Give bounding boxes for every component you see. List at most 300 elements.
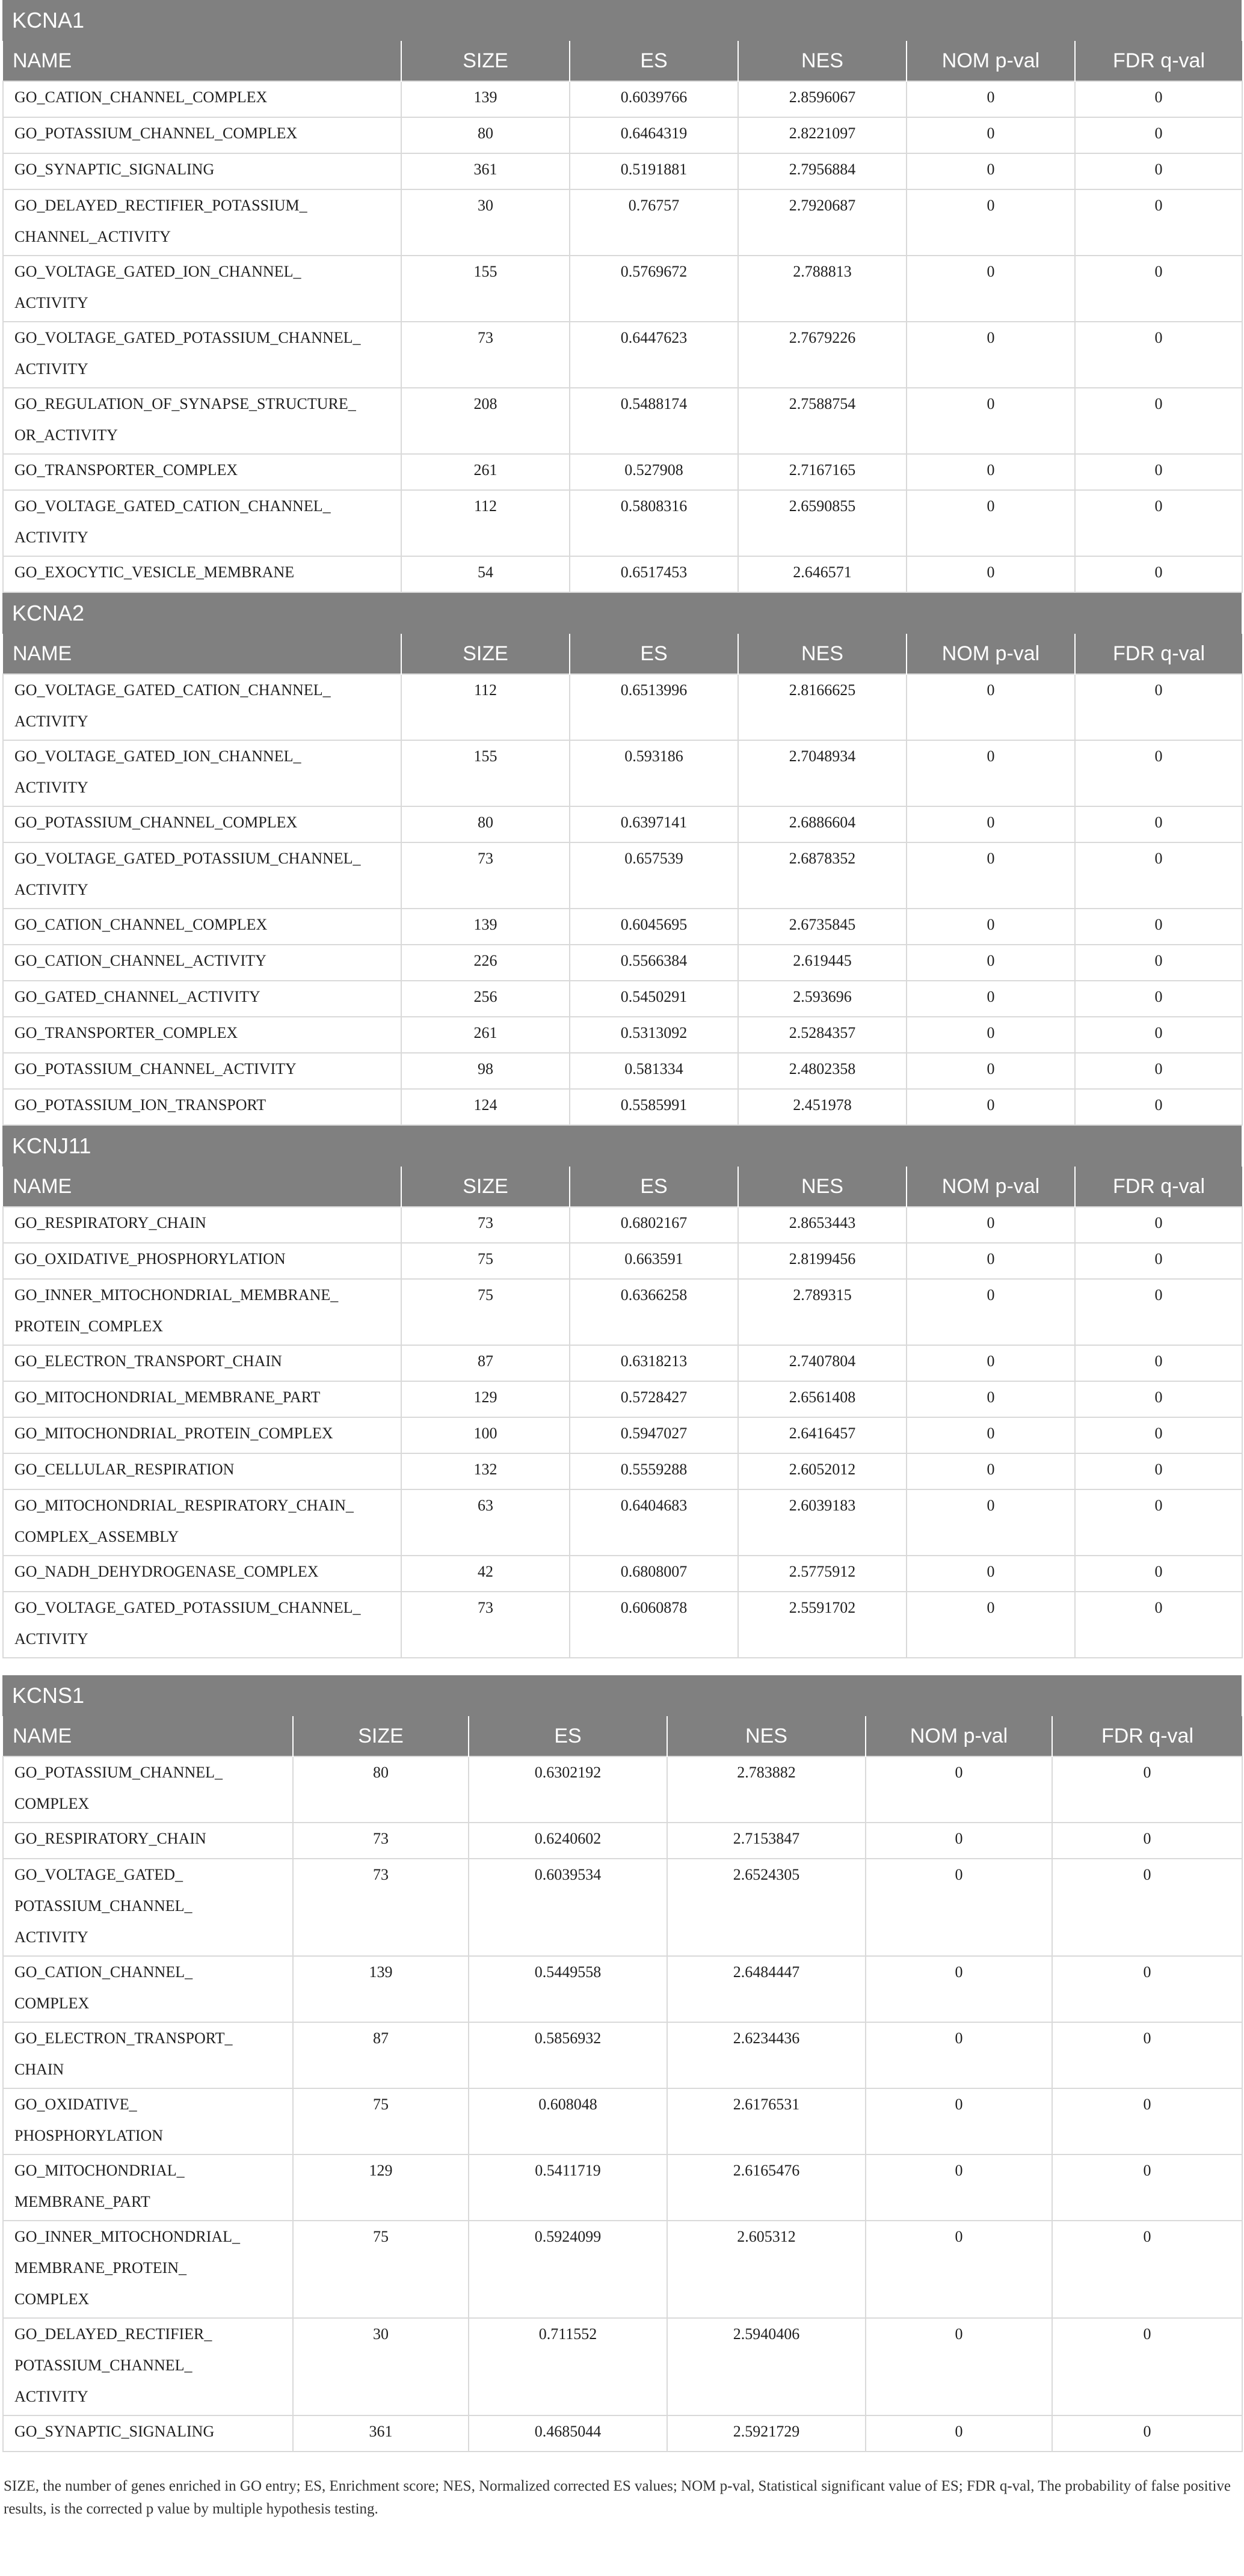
es-cell: 0.593186 <box>570 740 738 806</box>
nom-pval-cell: 0 <box>907 153 1075 189</box>
column-header: NES <box>667 1716 866 1756</box>
go-term-cell <box>3 2154 293 2221</box>
nes-cell: 2.7956884 <box>738 153 907 189</box>
es-cell: 0.5566384 <box>570 945 738 981</box>
go-term-line: GO_GATED_CHANNEL_ACTIVITY <box>14 988 260 1005</box>
es-cell: 0.6060878 <box>570 1592 738 1658</box>
go-term-cell <box>3 490 401 556</box>
go-term-line: GO_VOLTAGE_GATED_CATION_CHANNEL_ <box>14 681 331 699</box>
go-term-line: ACTIVITY <box>14 529 88 546</box>
nom-pval-cell: 0 <box>907 981 1075 1017</box>
fdr-qval-cell: 0 <box>1075 556 1242 592</box>
fdr-qval-cell: 0 <box>1075 1279 1242 1345</box>
nes-cell: 2.7920687 <box>738 189 907 256</box>
nom-pval-cell: 0 <box>907 490 1075 556</box>
nes-cell: 2.7153847 <box>667 1823 866 1859</box>
section-gap <box>0 1658 1244 1675</box>
es-cell: 0.657539 <box>570 842 738 909</box>
gene-section <box>2 593 1242 1126</box>
nom-pval-cell: 0 <box>866 1756 1052 1823</box>
size-cell: 256 <box>401 981 570 1017</box>
size-cell: 129 <box>401 1381 570 1417</box>
nes-cell: 2.7048934 <box>738 740 907 806</box>
nom-pval-cell: 0 <box>866 2022 1052 2088</box>
table-row <box>3 806 1242 842</box>
table-row <box>3 1017 1242 1053</box>
table-row <box>3 388 1242 454</box>
table-row <box>3 909 1242 945</box>
go-term-line: ACTIVITY <box>14 1630 88 1648</box>
table-row <box>3 153 1242 189</box>
size-cell: 80 <box>401 806 570 842</box>
fdr-qval-cell: 0 <box>1052 2022 1242 2088</box>
go-term-line: GO_POTASSIUM_ION_TRANSPORT <box>14 1096 266 1114</box>
nes-cell: 2.646571 <box>738 556 907 592</box>
go-term-cell <box>3 1381 401 1417</box>
nom-pval-cell: 0 <box>907 674 1075 740</box>
table-row <box>3 981 1242 1017</box>
nes-cell: 2.619445 <box>738 945 907 981</box>
go-term-line: GO_SYNAPTIC_SIGNALING <box>14 2423 215 2440</box>
table-row <box>3 1243 1242 1279</box>
go-term-cell <box>3 674 401 740</box>
nes-cell: 2.6886604 <box>738 806 907 842</box>
go-term-cell <box>3 806 401 842</box>
enrichment-table <box>2 41 1243 593</box>
nom-pval-cell: 0 <box>907 117 1075 153</box>
nes-cell: 2.6234436 <box>667 2022 866 2088</box>
es-cell: 0.6302192 <box>469 1756 667 1823</box>
go-term-cell <box>3 388 401 454</box>
go-term-cell <box>3 1592 401 1658</box>
go-term-line: GO_ELECTRON_TRANSPORT_CHAIN <box>14 1352 282 1370</box>
go-term-line: GO_REGULATION_OF_SYNAPSE_STRUCTURE_ <box>14 395 356 412</box>
nes-cell: 2.6176531 <box>667 2088 866 2154</box>
es-cell: 0.6366258 <box>570 1279 738 1345</box>
gene-section <box>2 1675 1242 2452</box>
go-term-line: GO_ELECTRON_TRANSPORT_ <box>14 2029 233 2047</box>
go-term-cell <box>3 1417 401 1453</box>
es-cell: 0.6404683 <box>570 1489 738 1556</box>
es-cell: 0.6808007 <box>570 1556 738 1592</box>
nom-pval-cell: 0 <box>907 1279 1075 1345</box>
go-term-cell <box>3 740 401 806</box>
size-cell: 139 <box>401 81 570 117</box>
nes-cell: 2.789315 <box>738 1279 907 1345</box>
size-cell: 129 <box>293 2154 469 2221</box>
es-cell: 0.5808316 <box>570 490 738 556</box>
es-cell: 0.581334 <box>570 1053 738 1089</box>
es-cell: 0.6802167 <box>570 1207 738 1243</box>
es-cell: 0.663591 <box>570 1243 738 1279</box>
es-cell: 0.6318213 <box>570 1345 738 1381</box>
nes-cell: 2.5775912 <box>738 1556 907 1592</box>
size-cell: 30 <box>293 2318 469 2415</box>
table-footnote: SIZE, the number of genes enriched in GO entry; ES, Enrichment score; NES, Normalized corrected ES values; NOM p-val, Statistical significant value of ES; FDR q-val, The probability of false positive results, is the corrected p value by multiple hypothesis testing. <box>4 2478 1231 2517</box>
column-header: NOM p-val <box>907 634 1075 674</box>
table-row <box>3 674 1242 740</box>
go-term-line: GO_CATION_CHANNEL_COMPLEX <box>14 88 268 106</box>
nom-pval-cell: 0 <box>866 2415 1052 2452</box>
es-cell: 0.5450291 <box>570 981 738 1017</box>
go-term-line: COMPLEX <box>14 2290 90 2308</box>
fdr-qval-cell: 0 <box>1075 1453 1242 1489</box>
es-cell: 0.5313092 <box>570 1017 738 1053</box>
fdr-qval-cell: 0 <box>1075 81 1242 117</box>
es-cell: 0.6464319 <box>570 117 738 153</box>
go-term-line: GO_POTASSIUM_CHANNEL_ <box>14 1764 223 1781</box>
nes-cell: 2.5591702 <box>738 1592 907 1658</box>
go-term-line: GO_MITOCHONDRIAL_PROTEIN_COMPLEX <box>14 1424 333 1442</box>
fdr-qval-cell: 0 <box>1075 806 1242 842</box>
go-term-cell <box>3 256 401 322</box>
nes-cell: 2.8221097 <box>738 117 907 153</box>
fdr-qval-cell: 0 <box>1052 2154 1242 2221</box>
nom-pval-cell: 0 <box>907 1243 1075 1279</box>
fdr-qval-cell: 0 <box>1075 322 1242 388</box>
es-cell: 0.6517453 <box>570 556 738 592</box>
go-term-cell <box>3 81 401 117</box>
go-term-line: OR_ACTIVITY <box>14 426 118 444</box>
table-row <box>3 556 1242 592</box>
table-row <box>3 322 1242 388</box>
go-term-cell <box>3 1823 293 1859</box>
es-cell: 0.5488174 <box>570 388 738 454</box>
size-cell: 98 <box>401 1053 570 1089</box>
size-cell: 42 <box>401 1556 570 1592</box>
go-term-cell <box>3 117 401 153</box>
column-header: FDR q-val <box>1075 634 1242 674</box>
go-term-line: GO_CATION_CHANNEL_ <box>14 1963 193 1981</box>
nom-pval-cell: 0 <box>866 1859 1052 1956</box>
nom-pval-cell: 0 <box>907 454 1075 490</box>
nom-pval-cell: 0 <box>907 909 1075 945</box>
table-row <box>3 2415 1242 2452</box>
nom-pval-cell: 0 <box>907 1053 1075 1089</box>
size-cell: 73 <box>401 322 570 388</box>
nom-pval-cell: 0 <box>907 842 1075 909</box>
table-row <box>3 1823 1242 1859</box>
size-cell: 73 <box>401 1592 570 1658</box>
go-term-line: ACTIVITY <box>14 2388 88 2405</box>
go-term-line: GO_VOLTAGE_GATED_ION_CHANNEL_ <box>14 747 301 765</box>
nom-pval-cell: 0 <box>907 1089 1075 1125</box>
nes-cell: 2.7588754 <box>738 388 907 454</box>
fdr-qval-cell: 0 <box>1052 2088 1242 2154</box>
fdr-qval-cell: 0 <box>1075 1417 1242 1453</box>
table-row <box>3 1489 1242 1556</box>
column-header: NAME <box>3 634 401 674</box>
go-term-line: ACTIVITY <box>14 779 88 796</box>
gene-section <box>2 0 1242 593</box>
nom-pval-cell: 0 <box>907 556 1075 592</box>
table-row <box>3 1417 1242 1453</box>
column-header: NES <box>738 634 907 674</box>
size-cell: 30 <box>401 189 570 256</box>
es-cell: 0.5449558 <box>469 1956 667 2022</box>
go-term-cell <box>3 1489 401 1556</box>
go-term-cell <box>3 1956 293 2022</box>
go-term-cell <box>3 2022 293 2088</box>
fdr-qval-cell: 0 <box>1052 1756 1242 1823</box>
fdr-qval-cell: 0 <box>1075 1017 1242 1053</box>
size-cell: 226 <box>401 945 570 981</box>
es-cell: 0.76757 <box>570 189 738 256</box>
go-term-line: GO_VOLTAGE_GATED_CATION_CHANNEL_ <box>14 497 331 515</box>
fdr-qval-cell: 0 <box>1052 1859 1242 1956</box>
go-term-line: GO_POTASSIUM_CHANNEL_COMPLEX <box>14 124 298 142</box>
go-term-line: GO_VOLTAGE_GATED_ION_CHANNEL_ <box>14 263 301 280</box>
fdr-qval-cell: 0 <box>1075 490 1242 556</box>
nom-pval-cell: 0 <box>866 2088 1052 2154</box>
table-row <box>3 945 1242 981</box>
size-cell: 361 <box>401 153 570 189</box>
fdr-qval-cell: 0 <box>1075 1381 1242 1417</box>
nom-pval-cell: 0 <box>907 1592 1075 1658</box>
go-term-line: ACTIVITY <box>14 713 88 730</box>
es-cell: 0.527908 <box>570 454 738 490</box>
nes-cell: 2.8653443 <box>738 1207 907 1243</box>
nom-pval-cell: 0 <box>866 1956 1052 2022</box>
size-cell: 80 <box>401 117 570 153</box>
go-term-cell <box>3 1345 401 1381</box>
go-term-line: GO_RESPIRATORY_CHAIN <box>14 1830 206 1847</box>
go-term-cell <box>3 1089 401 1125</box>
nes-cell: 2.6052012 <box>738 1453 907 1489</box>
size-cell: 139 <box>401 909 570 945</box>
go-term-line: GO_MITOCHONDRIAL_RESPIRATORY_CHAIN_ <box>14 1497 354 1514</box>
es-cell: 0.6039534 <box>469 1859 667 1956</box>
go-term-cell <box>3 2415 293 2452</box>
go-term-line: GO_TRANSPORTER_COMPLEX <box>14 1024 238 1041</box>
fdr-qval-cell: 0 <box>1075 454 1242 490</box>
fdr-qval-cell: 0 <box>1052 2221 1242 2318</box>
size-cell: 75 <box>293 2221 469 2318</box>
fdr-qval-cell: 0 <box>1052 2318 1242 2415</box>
fdr-qval-cell: 0 <box>1075 945 1242 981</box>
column-header: NAME <box>3 41 401 81</box>
nom-pval-cell: 0 <box>866 2318 1052 2415</box>
nom-pval-cell: 0 <box>907 1453 1075 1489</box>
column-header: NOM p-val <box>866 1716 1052 1756</box>
es-cell: 0.5411719 <box>469 2154 667 2221</box>
fdr-qval-cell: 0 <box>1075 909 1242 945</box>
table-row <box>3 740 1242 806</box>
table-row <box>3 1279 1242 1345</box>
go-term-line: PROTEIN_COMPLEX <box>14 1317 164 1335</box>
go-term-line: POTASSIUM_CHANNEL_ <box>14 1897 192 1915</box>
column-header: SIZE <box>401 1167 570 1207</box>
fdr-qval-cell: 0 <box>1075 674 1242 740</box>
column-header: ES <box>570 634 738 674</box>
fdr-qval-cell: 0 <box>1075 189 1242 256</box>
fdr-qval-cell: 0 <box>1075 1243 1242 1279</box>
size-cell: 75 <box>401 1279 570 1345</box>
go-term-line: GO_DELAYED_RECTIFIER_ <box>14 2325 212 2343</box>
table-row <box>3 1556 1242 1592</box>
go-term-cell <box>3 1859 293 1956</box>
nes-cell: 2.5284357 <box>738 1017 907 1053</box>
es-cell: 0.6397141 <box>570 806 738 842</box>
go-term-line: CHANNEL_ACTIVITY <box>14 228 171 245</box>
fdr-qval-cell: 0 <box>1075 1489 1242 1556</box>
column-header: FDR q-val <box>1075 1167 1242 1207</box>
fdr-qval-cell: 0 <box>1075 842 1242 909</box>
table-row <box>3 189 1242 256</box>
go-term-cell <box>3 1207 401 1243</box>
go-term-line: GO_OXIDATIVE_ <box>14 2096 137 2113</box>
go-term-cell <box>3 1556 401 1592</box>
go-term-line: GO_VOLTAGE_GATED_ <box>14 1866 183 1883</box>
size-cell: 139 <box>293 1956 469 2022</box>
es-cell: 0.608048 <box>469 2088 667 2154</box>
table-row <box>3 1207 1242 1243</box>
size-cell: 63 <box>401 1489 570 1556</box>
size-cell: 73 <box>293 1823 469 1859</box>
size-cell: 73 <box>401 1207 570 1243</box>
es-cell: 0.5947027 <box>570 1417 738 1453</box>
fdr-qval-cell: 0 <box>1052 1823 1242 1859</box>
size-cell: 132 <box>401 1453 570 1489</box>
nes-cell: 2.5940406 <box>667 2318 866 2415</box>
go-term-cell <box>3 1279 401 1345</box>
nom-pval-cell: 0 <box>866 1823 1052 1859</box>
nom-pval-cell: 0 <box>907 1017 1075 1053</box>
nes-cell: 2.7167165 <box>738 454 907 490</box>
column-header: ES <box>570 41 738 81</box>
column-header: NAME <box>3 1716 293 1756</box>
go-term-line: GO_RESPIRATORY_CHAIN <box>14 1214 206 1231</box>
fdr-qval-cell: 0 <box>1075 1089 1242 1125</box>
nom-pval-cell: 0 <box>907 256 1075 322</box>
table-row <box>3 1756 1242 1823</box>
go-term-line: GO_MITOCHONDRIAL_ <box>14 2162 185 2179</box>
go-term-cell <box>3 2088 293 2154</box>
go-term-cell <box>3 1017 401 1053</box>
es-cell: 0.4685044 <box>469 2415 667 2452</box>
header-row <box>3 41 1242 81</box>
fdr-qval-cell: 0 <box>1075 1053 1242 1089</box>
table-row <box>3 1053 1242 1089</box>
go-term-line: GO_VOLTAGE_GATED_POTASSIUM_CHANNEL_ <box>14 329 361 346</box>
nom-pval-cell: 0 <box>907 189 1075 256</box>
go-term-line: GO_OXIDATIVE_PHOSPHORYLATION <box>14 1250 286 1268</box>
table-row <box>3 2088 1242 2154</box>
go-term-line: GO_NADH_DEHYDROGENASE_COMPLEX <box>14 1563 319 1580</box>
section-title: KCNA1 <box>2 0 1242 41</box>
go-term-cell <box>3 1053 401 1089</box>
go-term-line: GO_DELAYED_RECTIFIER_POTASSIUM_ <box>14 197 307 214</box>
go-term-cell <box>3 1243 401 1279</box>
es-cell: 0.711552 <box>469 2318 667 2415</box>
table-row <box>3 1381 1242 1417</box>
nes-cell: 2.8596067 <box>738 81 907 117</box>
go-term-cell <box>3 2318 293 2415</box>
size-cell: 73 <box>293 1859 469 1956</box>
table-row <box>3 1453 1242 1489</box>
size-cell: 208 <box>401 388 570 454</box>
fdr-qval-cell: 0 <box>1052 2415 1242 2452</box>
fdr-qval-cell: 0 <box>1075 153 1242 189</box>
go-term-cell <box>3 842 401 909</box>
es-cell: 0.5924099 <box>469 2221 667 2318</box>
nom-pval-cell: 0 <box>907 322 1075 388</box>
table-row <box>3 81 1242 117</box>
fdr-qval-cell: 0 <box>1075 1207 1242 1243</box>
fdr-qval-cell: 0 <box>1075 256 1242 322</box>
size-cell: 80 <box>293 1756 469 1823</box>
es-cell: 0.6513996 <box>570 674 738 740</box>
go-term-cell <box>3 322 401 388</box>
column-header: SIZE <box>401 634 570 674</box>
fdr-qval-cell: 0 <box>1075 1556 1242 1592</box>
section-title: KCNA2 <box>2 593 1242 634</box>
table-row <box>3 117 1242 153</box>
nes-cell: 2.605312 <box>667 2221 866 2318</box>
go-term-line: MEMBRANE_PART <box>14 2193 150 2210</box>
size-cell: 73 <box>401 842 570 909</box>
fdr-qval-cell: 0 <box>1075 981 1242 1017</box>
es-cell: 0.5559288 <box>570 1453 738 1489</box>
size-cell: 261 <box>401 454 570 490</box>
nom-pval-cell: 0 <box>907 1381 1075 1417</box>
header-row <box>3 634 1242 674</box>
enrichment-table <box>2 1716 1243 2452</box>
go-term-cell <box>3 189 401 256</box>
fdr-qval-cell: 0 <box>1052 1956 1242 2022</box>
table-row <box>3 256 1242 322</box>
es-cell: 0.6447623 <box>570 322 738 388</box>
nes-cell: 2.8199456 <box>738 1243 907 1279</box>
column-header: NOM p-val <box>907 41 1075 81</box>
column-header: FDR q-val <box>1075 41 1242 81</box>
fdr-qval-cell: 0 <box>1075 117 1242 153</box>
size-cell: 87 <box>401 1345 570 1381</box>
go-term-line: GO_CELLULAR_RESPIRATION <box>14 1461 235 1478</box>
nom-pval-cell: 0 <box>907 1345 1075 1381</box>
nes-cell: 2.6165476 <box>667 2154 866 2221</box>
nom-pval-cell: 0 <box>866 2221 1052 2318</box>
go-term-line: COMPLEX_ASSEMBLY <box>14 1528 179 1545</box>
nes-cell: 2.6416457 <box>738 1417 907 1453</box>
column-header: SIZE <box>293 1716 469 1756</box>
size-cell: 100 <box>401 1417 570 1453</box>
table-row <box>3 2221 1242 2318</box>
size-cell: 155 <box>401 740 570 806</box>
table-row <box>3 2154 1242 2221</box>
header-row <box>3 1716 1242 1756</box>
es-cell: 0.5856932 <box>469 2022 667 2088</box>
es-cell: 0.6039766 <box>570 81 738 117</box>
go-term-cell <box>3 945 401 981</box>
table-row <box>3 1089 1242 1125</box>
column-header: NES <box>738 41 907 81</box>
nom-pval-cell: 0 <box>907 806 1075 842</box>
size-cell: 361 <box>293 2415 469 2452</box>
go-term-line: COMPLEX <box>14 1795 90 1812</box>
nes-cell: 2.788813 <box>738 256 907 322</box>
table-row <box>3 1345 1242 1381</box>
nom-pval-cell: 0 <box>907 81 1075 117</box>
go-term-cell <box>3 153 401 189</box>
gene-section <box>2 1126 1242 1658</box>
fdr-qval-cell: 0 <box>1075 388 1242 454</box>
size-cell: 87 <box>293 2022 469 2088</box>
nes-cell: 2.6561408 <box>738 1381 907 1417</box>
size-cell: 112 <box>401 674 570 740</box>
size-cell: 54 <box>401 556 570 592</box>
table-row <box>3 1956 1242 2022</box>
